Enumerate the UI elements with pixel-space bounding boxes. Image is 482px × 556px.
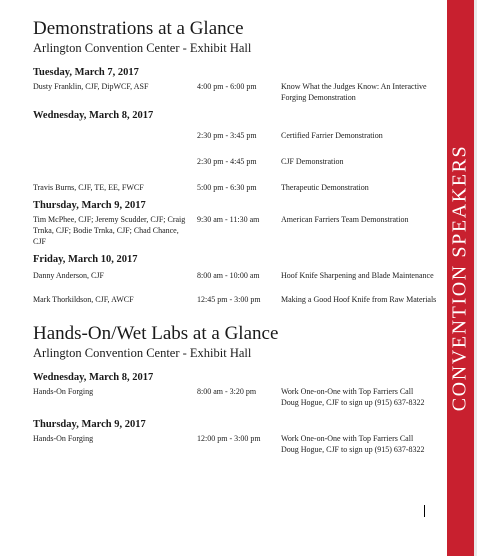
event-time: 9:30 am - 11:30 am (197, 215, 260, 224)
event-time: 2:30 pm - 3:45 pm (197, 131, 257, 140)
event-presenter: Travis Burns, CJF, TE, EE, FWCF (33, 183, 144, 192)
event-time: 2:30 pm - 4:45 pm (197, 157, 257, 166)
day-block (33, 199, 443, 247)
event-presenter (33, 130, 197, 141)
event-title: Certified Farrier Demonstration (281, 131, 383, 140)
demonstrations-title: Demonstrations at a Glance (33, 18, 244, 39)
text-cursor (424, 505, 425, 517)
day-date: Wednesday, March 8, 2017 (33, 372, 154, 383)
day-block (33, 253, 443, 305)
event-title: CJF Demonstration (281, 157, 344, 166)
event-row (33, 294, 443, 305)
event-presenter: Danny Anderson, CJF (33, 271, 104, 280)
event-title: Work One-on-One with Top Farriers Call Doug Hogue, CJF to sign up (915) 637-8322 (281, 387, 425, 407)
event-title: Therapeutic Demonstration (281, 183, 369, 192)
sidebar-rule (474, 0, 477, 556)
sidebar-label: CONVENTION SPEAKERS (448, 144, 471, 412)
day-date: Tuesday, March 7, 2017 (33, 67, 139, 78)
day-block (33, 109, 443, 193)
event-row (33, 433, 443, 455)
day-block (33, 418, 443, 455)
day-block (33, 371, 443, 408)
event-row (33, 270, 443, 281)
event-row (33, 130, 443, 141)
event-time: 4:00 pm - 6:00 pm (197, 82, 257, 91)
event-time: 5:00 pm - 6:30 pm (197, 183, 257, 192)
day-date: Friday, March 10, 2017 (33, 254, 138, 265)
event-presenter: Tim McPhee, CJF; Jeremy Scudder, CJF; Craig Trnka, CJF; Bodie Trnka, CJF; Chad Chance, CJF (33, 215, 186, 246)
event-row (33, 156, 443, 167)
day-date: Thursday, March 9, 2017 (33, 419, 146, 430)
content-column (33, 18, 443, 461)
event-presenter: Mark Thorkildson, CJF, AWCF (33, 295, 134, 304)
demonstrations-subtitle: Arlington Convention Center - Exhibit Hall (33, 41, 252, 55)
event-time: 12:00 pm - 3:00 pm (197, 434, 261, 443)
event-time: 8:00 am - 10:00 am (197, 271, 260, 280)
event-title: Hoof Knife Sharpening and Blade Maintenance (281, 271, 434, 280)
demonstrations-section (33, 18, 443, 305)
day-block (33, 66, 443, 103)
event-presenter (33, 156, 197, 167)
day-date: Thursday, March 9, 2017 (33, 200, 146, 211)
event-presenter: Dusty Franklin, CJF, DipWCF, ASF (33, 82, 149, 91)
labs-subtitle: Arlington Convention Center - Exhibit Hall (33, 346, 252, 360)
event-row (33, 81, 443, 103)
event-presenter: Hands-On Forging (33, 434, 94, 443)
event-row (33, 214, 443, 247)
event-title: American Farriers Team Demonstration (281, 215, 409, 224)
event-row (33, 182, 443, 193)
labs-title: Hands-On/Wet Labs at a Glance (33, 323, 279, 344)
event-row (33, 386, 443, 408)
event-time: 12:45 pm - 3:00 pm (197, 295, 261, 304)
event-title: Know What the Judges Know: An Interactive Forging Demonstration (281, 82, 427, 102)
labs-section (33, 323, 443, 455)
event-title: Making a Good Hoof Knife from Raw Materials (281, 295, 437, 304)
event-presenter: Hands-On Forging (33, 387, 94, 396)
event-time: 8:00 am - 3:20 pm (197, 387, 257, 396)
event-title: Work One-on-One with Top Farriers Call Doug Hogue, CJF to sign up (915) 637-8322 (281, 434, 425, 454)
day-date: Wednesday, March 8, 2017 (33, 110, 154, 121)
